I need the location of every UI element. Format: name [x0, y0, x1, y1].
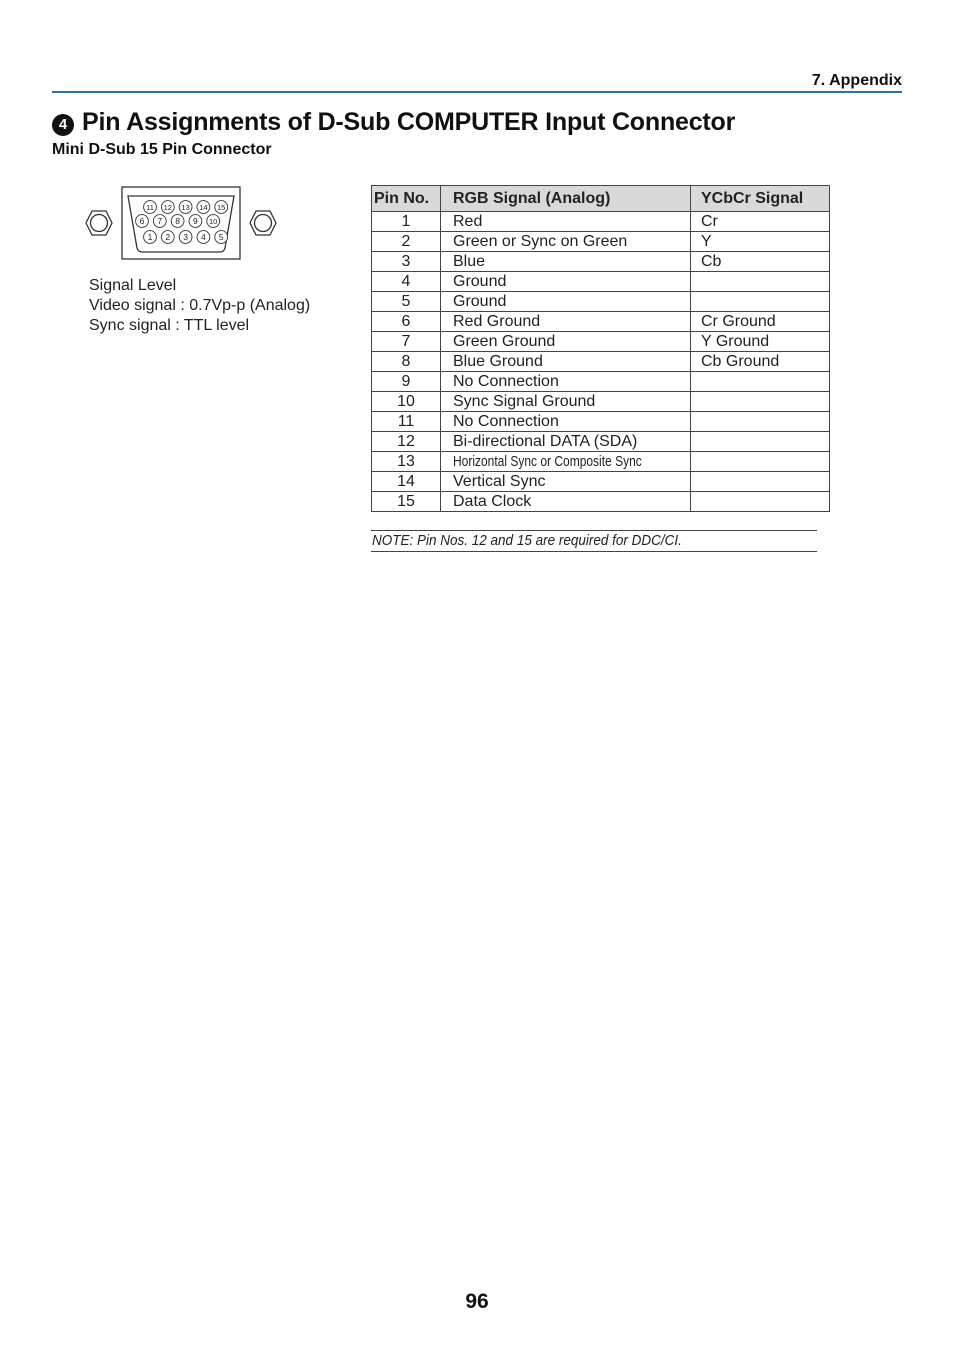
column-header-pin: Pin No.	[372, 186, 441, 212]
rgb-cell: Blue	[441, 252, 691, 272]
connector-pin-11	[144, 201, 157, 214]
pin-cell: 5	[372, 292, 441, 312]
right-screw-icon	[250, 211, 276, 235]
header-divider	[52, 91, 902, 93]
ycbcr-cell	[691, 412, 830, 432]
pin-number-label: 10	[209, 217, 218, 226]
table-row	[372, 272, 830, 292]
ycbcr-cell	[691, 292, 830, 312]
rgb-cell: Bi-directional DATA (SDA)	[441, 432, 691, 452]
table-row	[372, 252, 830, 272]
connector-pin-10	[207, 215, 220, 228]
rgb-cell-text: Horizontal Sync or Composite Sync	[453, 452, 642, 470]
ycbcr-cell	[691, 452, 830, 472]
chapter-label: 7. Appendix	[811, 72, 902, 89]
connector-pin-3	[179, 231, 192, 244]
pin-number-label: 15	[217, 203, 226, 212]
connector-pin-8	[171, 215, 184, 228]
ycbcr-cell	[691, 492, 830, 512]
table-row	[372, 212, 830, 232]
table-note	[371, 530, 817, 552]
pin-cell: 14	[372, 472, 441, 492]
rgb-cell: No Connection	[441, 412, 691, 432]
pin-cell: 3	[372, 252, 441, 272]
pin-number-label: 5	[218, 232, 224, 242]
rgb-cell	[441, 452, 691, 472]
connector-pin-7	[153, 215, 166, 228]
table-row	[372, 292, 830, 312]
pin-cell: 6	[372, 312, 441, 332]
left-screw-icon	[86, 211, 112, 235]
connector-pin-2	[161, 231, 174, 244]
pin-number-label: 14	[199, 203, 208, 212]
video-signal-spec: Video signal : 0.7Vp-p (Analog)	[89, 297, 311, 314]
ycbcr-cell	[691, 272, 830, 292]
pin-number-label: 1	[147, 232, 153, 242]
rgb-cell: Green Ground	[441, 332, 691, 352]
connector-pin-5	[215, 231, 228, 244]
pin-assignment-table	[371, 185, 830, 512]
ycbcr-cell: Cb	[691, 252, 830, 272]
rgb-cell: Blue Ground	[441, 352, 691, 372]
ycbcr-cell	[691, 372, 830, 392]
table-row	[372, 472, 830, 492]
pin-number-label: 6	[139, 216, 145, 226]
ycbcr-cell	[691, 432, 830, 452]
table-row	[372, 372, 830, 392]
rgb-cell: Red	[441, 212, 691, 232]
pin-cell: 1	[372, 212, 441, 232]
pin-cell: 2	[372, 232, 441, 252]
page-title: Pin Assignments of D-Sub COMPUTER Input Connector	[82, 108, 736, 136]
d-sub-connector-diagram	[80, 184, 290, 262]
pin-number-label: 12	[163, 203, 172, 212]
table-row	[372, 392, 830, 412]
table-header-row	[372, 186, 830, 212]
sync-signal-spec: Sync signal : TTL level	[89, 317, 250, 334]
section-number-badge: 4	[52, 114, 74, 136]
table-row	[372, 452, 830, 472]
connector-pin-15	[215, 201, 228, 214]
pin-cell: 12	[372, 432, 441, 452]
ycbcr-cell: Y	[691, 232, 830, 252]
pin-number-label: 3	[183, 232, 188, 242]
table-row	[372, 412, 830, 432]
pin-number-label: 8	[175, 216, 180, 226]
rgb-cell: Sync Signal Ground	[441, 392, 691, 412]
column-header-rgb: RGB Signal (Analog)	[441, 186, 691, 212]
connector-pin-14	[197, 201, 210, 214]
rgb-cell: Vertical Sync	[441, 472, 691, 492]
rgb-cell: No Connection	[441, 372, 691, 392]
ycbcr-cell: Cr	[691, 212, 830, 232]
pin-cell: 7	[372, 332, 441, 352]
pin-cell: 11	[372, 412, 441, 432]
ycbcr-cell: Y Ground	[691, 332, 830, 352]
section-heading	[52, 108, 735, 137]
rgb-cell: Red Ground	[441, 312, 691, 332]
table-row	[372, 332, 830, 352]
table-row	[372, 232, 830, 252]
connector-pin-13	[179, 201, 192, 214]
pin-cell: 9	[372, 372, 441, 392]
page-subtitle: Mini D-Sub 15 Pin Connector	[52, 141, 272, 158]
table-row	[372, 492, 830, 512]
table-row	[372, 432, 830, 452]
pin-cell: 13	[372, 452, 441, 472]
rgb-cell: Ground	[441, 292, 691, 312]
rgb-cell: Data Clock	[441, 492, 691, 512]
pin-cell: 15	[372, 492, 441, 512]
pin-number-label: 7	[157, 216, 163, 226]
ycbcr-cell: Cr Ground	[691, 312, 830, 332]
pin-cell: 8	[372, 352, 441, 372]
signal-level-info	[89, 276, 310, 336]
page-number: 96	[465, 1290, 489, 1313]
connector-pin-1	[144, 231, 157, 244]
pin-number-label: 13	[181, 203, 190, 212]
connector-pin-9	[189, 215, 202, 228]
pin-number-label: 2	[165, 232, 171, 242]
rgb-cell: Ground	[441, 272, 691, 292]
connector-pin-4	[197, 231, 210, 244]
table-row	[372, 352, 830, 372]
pin-number-label: 9	[193, 216, 198, 226]
pin-cell: 4	[372, 272, 441, 292]
pin-number-label: 4	[201, 232, 206, 242]
table-row	[372, 312, 830, 332]
ycbcr-cell: Cb Ground	[691, 352, 830, 372]
pin-number-label: 11	[146, 203, 154, 212]
pin-cell: 10	[372, 392, 441, 412]
ycbcr-cell	[691, 472, 830, 492]
rgb-cell: Green or Sync on Green	[441, 232, 691, 252]
connector-pin-12	[161, 201, 174, 214]
table-note-text: NOTE: Pin Nos. 12 and 15 are required for DDC/CI.	[372, 532, 682, 549]
connector-pin-6	[136, 215, 149, 228]
ycbcr-cell	[691, 392, 830, 412]
signal-level-heading: Signal Level	[89, 277, 177, 294]
column-header-ycbcr: YCbCr Signal	[691, 186, 830, 212]
